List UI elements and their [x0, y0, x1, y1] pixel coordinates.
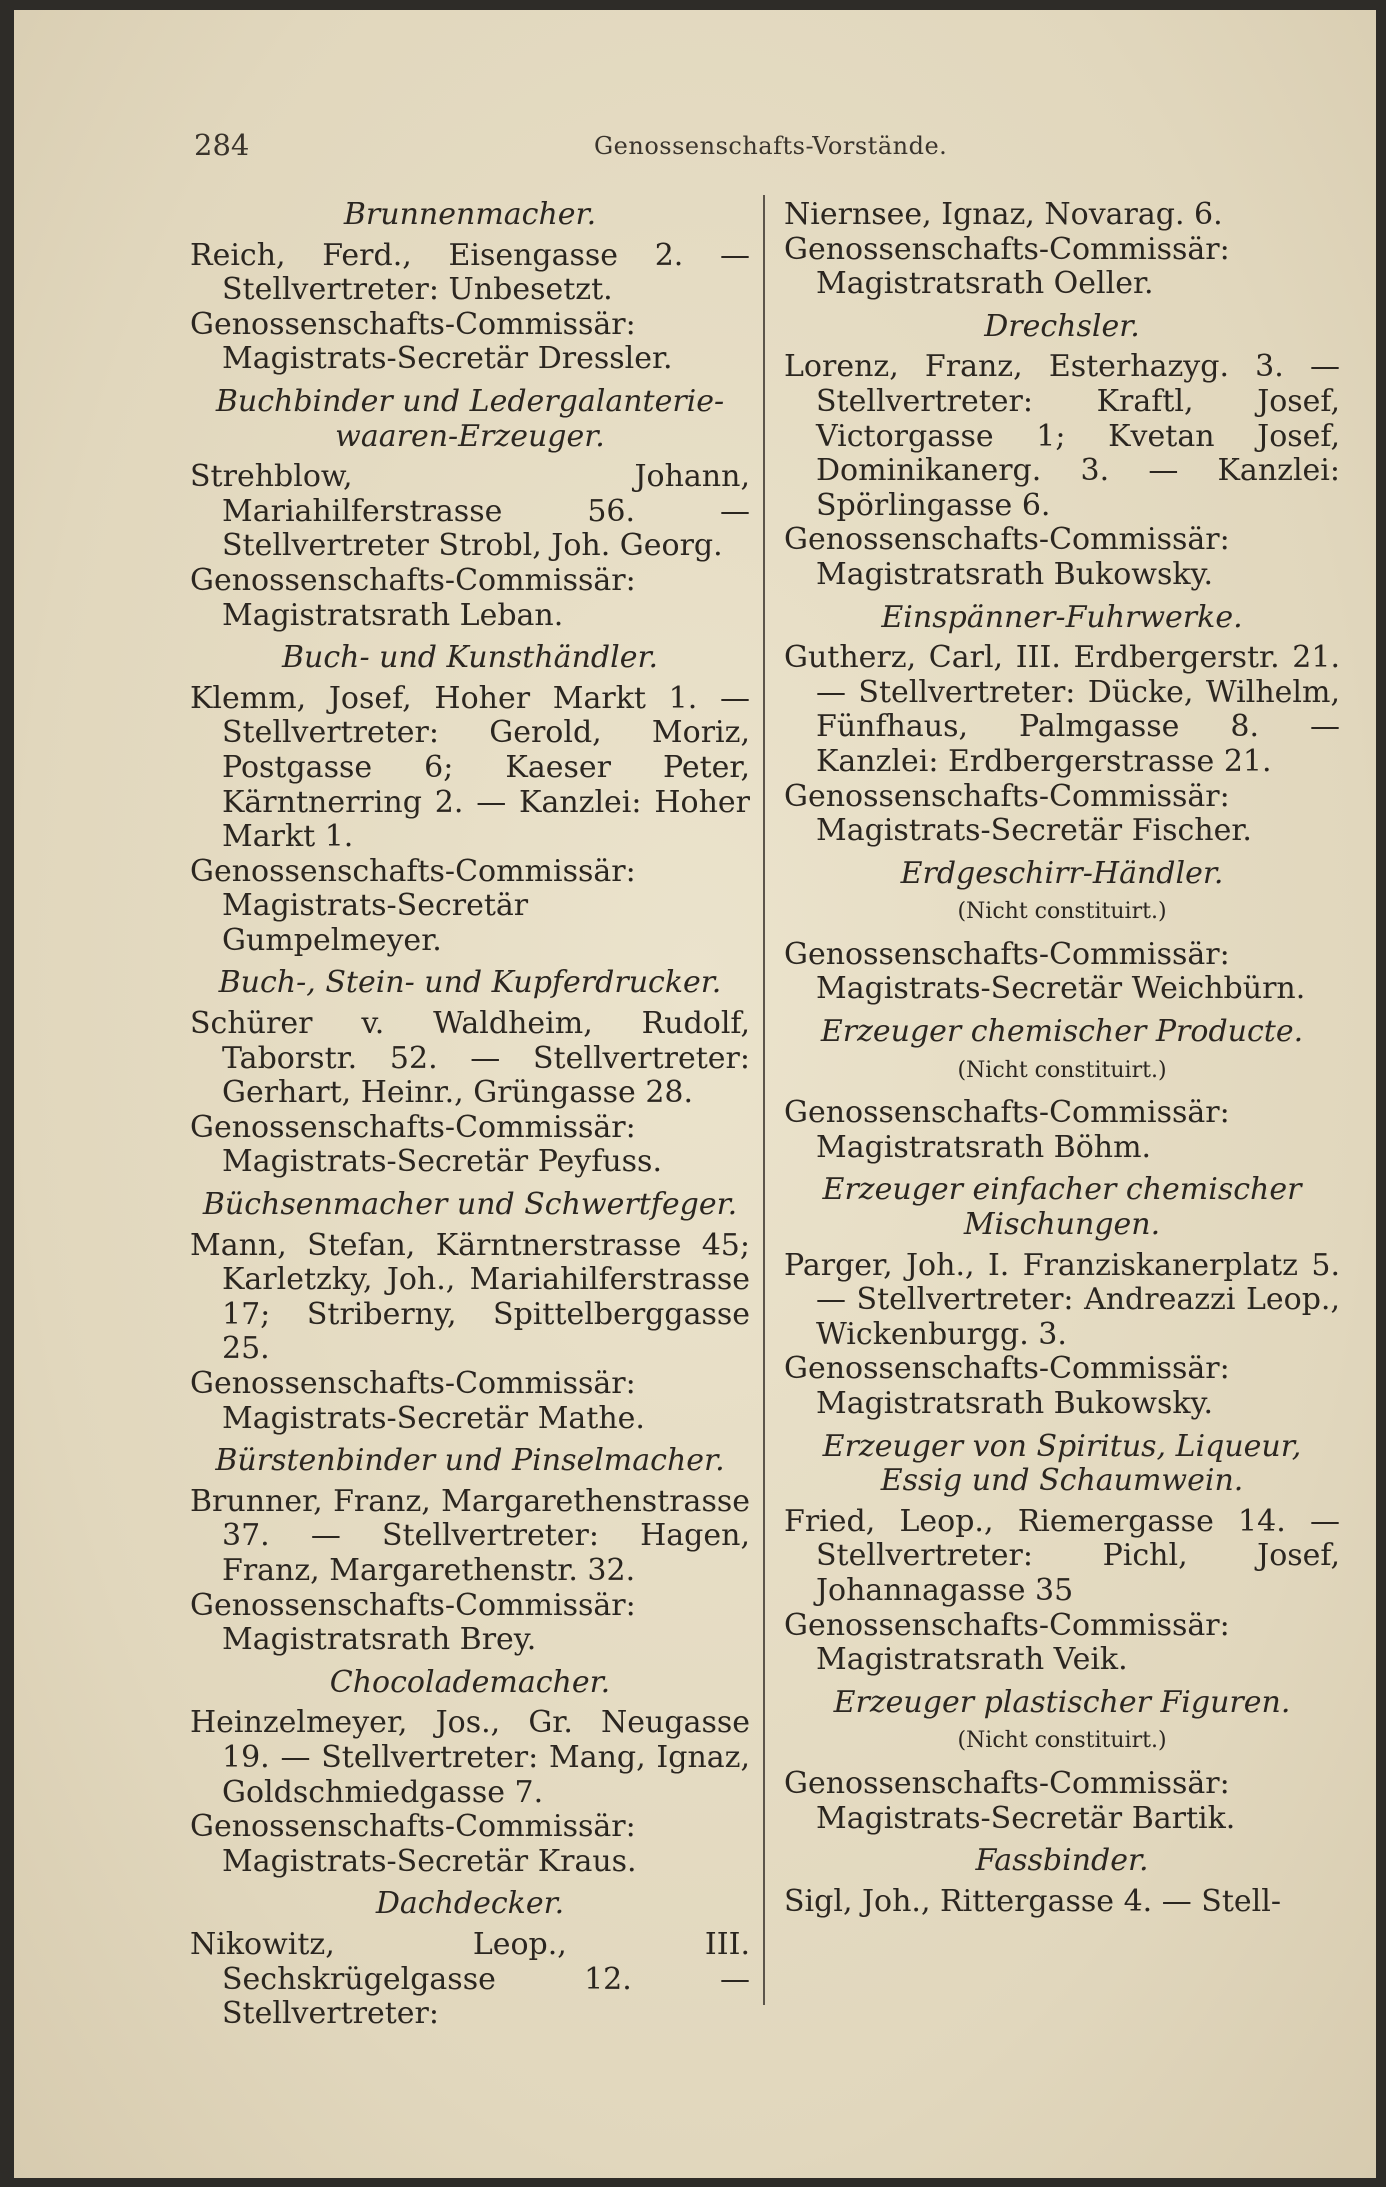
left-column	[190, 198, 750, 2032]
commissioner-entry: Genossenschafts-Commissär: Magistrats-Secretär Fischer.	[784, 778, 1252, 849]
column-divider	[763, 195, 765, 2005]
section-title: Erzeuger chemischer Producte.	[820, 1014, 1304, 1050]
commissioner-entry: Genossenschafts-Commissär: Magistrats-Secretär Kraus.	[190, 1809, 637, 1879]
commissioner-entry: Genossenschafts-Commissär: Magistrats-Secretär Peyfuss.	[190, 1109, 662, 1180]
member-entry: Mann, Stefan, Kärntnerstrasse 45; Karletzky, Joh., Mariahilferstrasse 17; Striberny, Spittelberggasse 25.	[190, 1227, 750, 1367]
book-page	[14, 10, 1376, 2178]
member-entry: Brunner, Franz, Margarethenstrasse 37. — Stellvertreter: Hagen, Franz, Margarethenstr. 32.	[190, 1483, 750, 1588]
section-title: Bürstenbinder und Pinselmacher.	[215, 1443, 725, 1479]
member-entry: Parger, Joh., I. Franziskanerplatz 5. — Stellvertreter: Andreazzi Leop., Wickenburgg. 3.	[784, 1247, 1340, 1352]
member-entry: Lorenz, Franz, Esterhazyg. 3. — Stellvertreter: Kraftl, Josef, Victorgasse 1; Kvetan Josef, Dominikanerg. 3. — Kanzlei: Spörlingasse 6.	[784, 349, 1340, 523]
right-column	[784, 198, 1340, 1919]
member-entry: Niernsee, Ignaz, Novarag. 6.	[784, 197, 1223, 232]
section-title: Dachdecker.	[375, 1886, 565, 1922]
section-title: Einspänner-Fuhrwerke.	[881, 599, 1243, 635]
commissioner-entry: Genossenschafts-Commissär: Magistratsrath Bukowsky.	[784, 1351, 1230, 1421]
section-title: Chocolademacher.	[329, 1664, 611, 1700]
section-title: Erzeuger von Spiritus, Liqueur, Essig und Schaumwein.	[822, 1428, 1302, 1499]
member-entry: Sigl, Joh., Rittergasse 4. — Stell-	[784, 1883, 1281, 1919]
commissioner-entry: Genossenschafts-Commissär: Magistrats-Secretär Bartik.	[784, 1765, 1236, 1836]
section-note: (Nicht constituirt.)	[957, 899, 1167, 925]
member-entry: Nikowitz, Leop., III. Sechskrügelgasse 12. — Stellvertreter:	[190, 1926, 750, 2032]
commissioner-entry: Genossenschafts-Commissär: Magistratsrath Böhm.	[784, 1095, 1230, 1165]
commissioner-entry: Genossenschafts-Commissär: Magistrats-Secretär Gumpelmeyer.	[190, 853, 636, 958]
commissioner-entry: Genossenschafts-Commissär: Magistrats-Secretär Dressler.	[190, 306, 673, 377]
member-entry: Reich, Ferd., Eisengasse 2. — Stellvertreter: Unbesetzt.	[190, 237, 750, 308]
page-number: 284	[194, 128, 250, 162]
section-title: Erzeuger plastischer Figuren.	[833, 1684, 1291, 1720]
section-title: Buchbinder und Ledergalanterie-waaren-Erzeuger.	[215, 383, 725, 454]
member-entry: Strehblow, Johann, Mariahilferstrasse 56. — Stellvertreter Strobl, Joh. Georg.	[190, 459, 750, 564]
commissioner-entry: Genossenschafts-Commissär: Magistratsrath Veik.	[784, 1607, 1230, 1678]
section-note: (Nicht constituirt.)	[957, 1057, 1167, 1083]
member-entry: Heinzelmeyer, Jos., Gr. Neugasse 19. — Stellvertreter: Mang, Ignaz, Goldschmiedgasse 7.	[190, 1705, 750, 1810]
running-title: Genossenschafts-Vorstände.	[594, 132, 948, 160]
section-title: Fassbinder.	[975, 1843, 1149, 1879]
member-entry: Klemm, Josef, Hoher Markt 1. — Stellvertreter: Gerold, Moriz, Postgasse 6; Kaeser Peter, Kärntnerring 2. — Kanzlei: Hoher Markt 1.	[190, 680, 750, 855]
section-note: (Nicht constituirt.)	[957, 1728, 1167, 1754]
section-title: Büchsenmacher und Schwertfeger.	[202, 1187, 738, 1223]
section-title: Buch-, Stein- und Kupferdrucker.	[218, 965, 722, 1001]
section-title: Brunnenmacher.	[343, 197, 597, 232]
commissioner-entry: Genossenschafts-Commissär: Magistratsrath Brey.	[190, 1587, 636, 1658]
section-title: Erdgeschirr-Händler.	[900, 855, 1224, 891]
member-entry: Fried, Leop., Riemergasse 14. — Stellvertreter: Pichl, Josef, Johannagasse 35	[784, 1503, 1340, 1608]
commissioner-entry: Genossenschafts-Commissär: Magistrats-Secretär Mathe.	[190, 1366, 645, 1436]
section-title: Erzeuger einfacher chemischer Mischungen.	[822, 1172, 1302, 1243]
member-entry: Gutherz, Carl, III. Erdbergerstr. 21. — Stellvertreter: Dücke, Wilhelm, Fünfhaus, Palmgasse 8. — Kanzlei: Erdbergerstrasse 21.	[784, 640, 1340, 779]
section-title: Buch- und Kunsthändler.	[281, 640, 659, 676]
member-entry: Schürer v. Waldheim, Rudolf, Taborstr. 52. — Stellvertreter: Gerhart, Heinr., Grüngasse 28.	[190, 1006, 750, 1111]
commissioner-entry: Genossenschafts-Commissär: Magistrats-Secretär Weichbürn.	[784, 936, 1306, 1007]
commissioner-entry: Genossenschafts-Commissär: Magistratsrath Leban.	[190, 562, 636, 633]
commissioner-entry: Genossenschafts-Commissär: Magistratsrath Oeller.	[784, 231, 1230, 302]
section-title: Drechsler.	[984, 308, 1140, 344]
commissioner-entry: Genossenschafts-Commissär: Magistratsrath Bukowsky.	[784, 522, 1230, 592]
